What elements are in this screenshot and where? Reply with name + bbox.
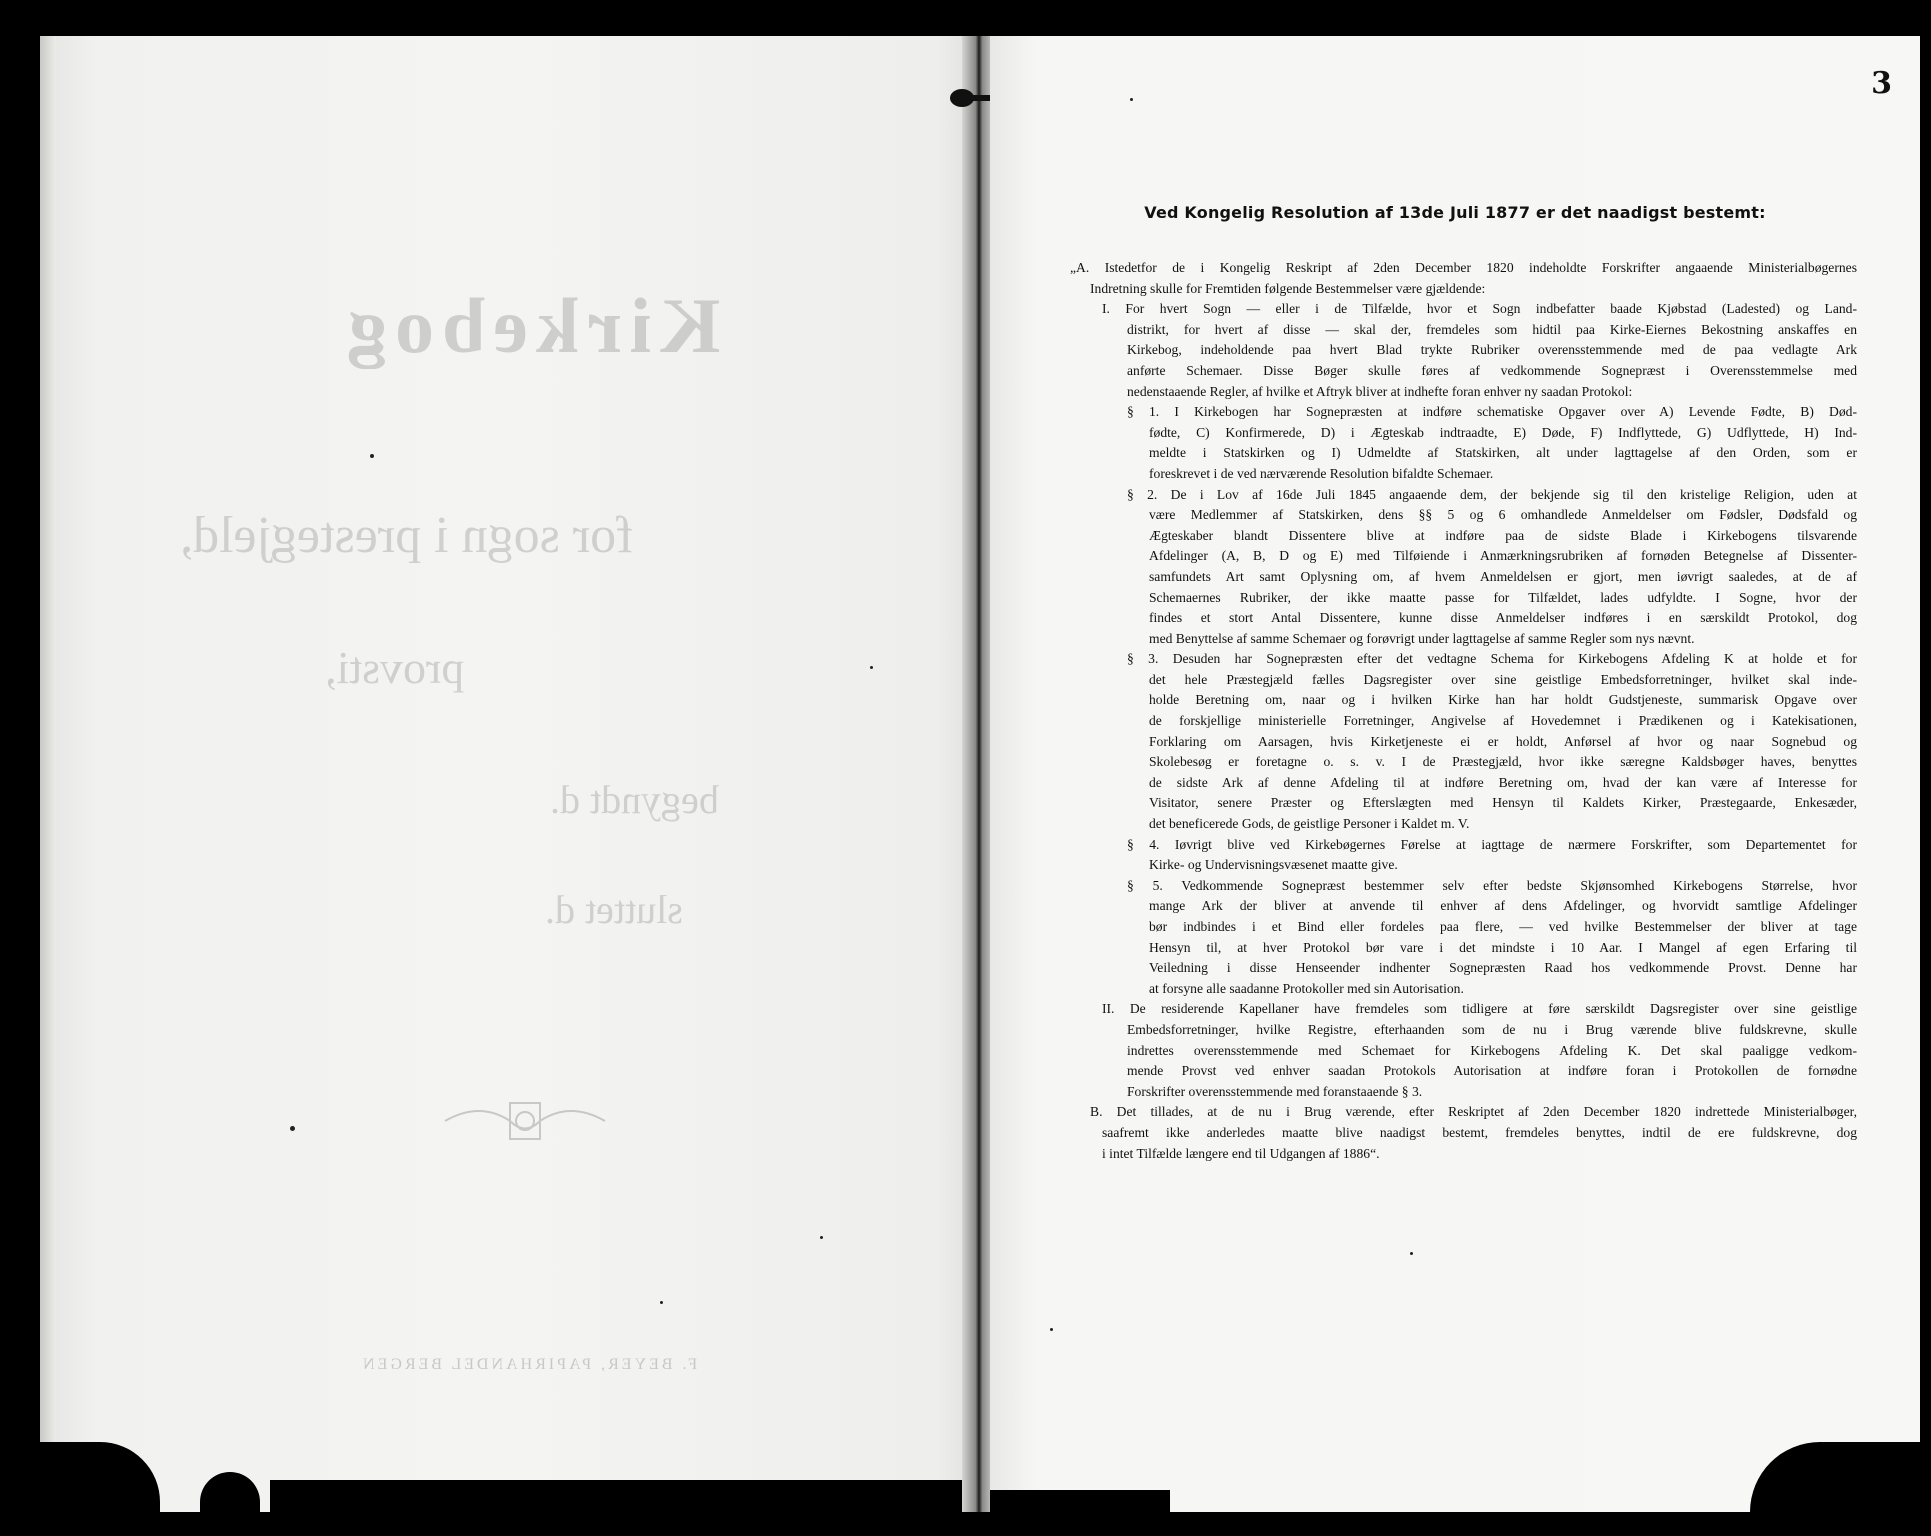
text-line: Visitator, senere Præster og Efterslægten med Hensyn til Kaldets Kirker, Præstegaarde, Enkesæder, xyxy=(1149,795,1857,811)
torn-edge xyxy=(990,1490,1170,1512)
text-line: Kirkebog, indeholdende paa hvert Blad trykte Rubriker overensstemmende med de paa vedlagte Ark xyxy=(1127,342,1857,358)
text-line: findes et stort Antal Dissentere, kunne disse Anmeldelser indføres i en særskildt Protokol, dog xyxy=(1149,610,1857,626)
text-line: § 5. Vedkommende Sognepræst bestemmer selv efter bedste Skjønsomhed Kirkebogens Størrelse, hvor xyxy=(1127,877,1857,893)
text-line: det beneficerede Gods, de geistlige Personer i Kaldet m. V. xyxy=(1149,816,1470,832)
text-line: de sidste Ark af denne Afdeling til at indføre Beretning om, hvad der kan være af Interesse for xyxy=(1149,774,1857,790)
text-line: Kirke- og Undervisningsvæsenet maatte give. xyxy=(1149,857,1398,873)
text-line: i intet Tilfælde længere end til Udgangen af 1886“. xyxy=(1102,1145,1380,1161)
text-line: I. For hvert Sogn — eller i de Tilfælde, hvor et Sogn indbefatter baade Kjøbstad (Ladested) og Land- xyxy=(1102,301,1857,317)
text-line: bør indbindes i et Bind eller fordeles paa flere, — ved hvilke Bestemmelser der bliver at tage xyxy=(1149,919,1857,934)
torn-edge xyxy=(270,1480,975,1512)
speck xyxy=(870,666,873,669)
text-line: Ægteskaber blandt Dissentere blive at indføre paa de sidste Blade i Kirkebogens tilsvarende xyxy=(1149,527,1857,543)
ghost-line-deanery: provsti, xyxy=(325,642,465,693)
text-line: § 4. Iøvrigt blive ved Kirkebøgernes Førelse at iagttage de nærmere Forskrifter, som Departementet for xyxy=(1127,836,1857,852)
text-line: Veiledning i disse Henseender indhenter Sognepræsten Raad hos vedkommende Provst. Denne har xyxy=(1149,960,1857,976)
speck xyxy=(1050,1328,1053,1331)
ghost-printer-imprint: F. BEYER, PAPIRHANDEL BERGEN xyxy=(360,1356,698,1373)
text-line: B. Det tillades, at de nu i Brug værende, efter Reskriptet af 2den December 1820 indrettede Ministerialbøger, xyxy=(1090,1104,1857,1120)
text-line: fødte, C) Konfirmerede, D) i Ægteskab indtraadte, E) Døde, F) Indflyttede, G) Udflyttede, H) Ind- xyxy=(1149,424,1857,440)
text-line: være Medlemmer af Statskirken, dens §§ 5 og 6 omhandlede Anmeldelser om Fødsler, Dødsfald og xyxy=(1149,507,1857,523)
speck xyxy=(660,1301,663,1304)
left-page-edge xyxy=(40,36,56,1512)
text-line: Schemaernes Rubriker, der ikke maatte passe for Tilfældet, lades udfyldte. I Sogne, hvor der xyxy=(1149,589,1857,605)
text-line: saafremt ikke anderledes maatte blive naadigst bestemt, fremdeles benyttes, indtil de ere fuldskrevne, dog xyxy=(1102,1124,1857,1140)
speck xyxy=(820,1236,823,1239)
text-line: § 3. Desuden har Sognepræsten efter det vedtagne Schema for Kirkebogens Afdeling K at holde et for xyxy=(1127,651,1857,667)
text-line: mende Provst ved enhver saadan Protokols Autorisation at indføre foran i Protokollen de fornødne xyxy=(1127,1063,1857,1079)
speck xyxy=(1130,98,1133,101)
torn-edge xyxy=(40,1442,160,1512)
text-line: de forskjellige ministerielle Forretninger, Angivelse af Hovedemnet i Prædikenen og i Katekisationen, xyxy=(1149,713,1857,729)
text-line: Forskrifter overensstemmende med foranstaaende § 3. xyxy=(1127,1083,1423,1099)
ghost-title-text: Kirkebog xyxy=(340,282,721,369)
text-line: foreskrevet i de ved nærværende Resolution bifaldte Schemaer. xyxy=(1149,465,1494,481)
text-line: at forsyne alle saadanne Protokoller med sin Autorisation. xyxy=(1149,980,1464,996)
left-page xyxy=(40,36,975,1512)
torn-edge xyxy=(200,1472,260,1512)
text-line: holde Beretning om, naar og i hvilken Kirke han har holdt Gudstjeneste, summarisk Opgave over xyxy=(1149,692,1857,708)
text-line: distrikt, for hvert af disse — skal der, fremdeles som hidtil paa Kirke-Eiernes Bekostning anskaffes en xyxy=(1127,321,1857,337)
ghost-line-ended: sluttet d. xyxy=(545,887,683,932)
resolution-heading: Ved Kongelig Resolution af 13de Juli 1877 er det naadigst bestemt: xyxy=(1144,203,1766,222)
text-line: Indretning skulle for Fremtiden følgende Bestemmelser være gjældende: xyxy=(1090,280,1486,296)
text-line: § 2. De i Lov af 16de Juli 1845 angaaende dem, der bekjende sig til den kristelige Religion, uden at xyxy=(1127,486,1857,502)
text-line: Embedsforretninger, hvilke Registre, efterhaanden som de nu i Brug værende blive fuldskrevne, skulle xyxy=(1127,1021,1857,1037)
text-line: mange Ark der bliver at anvende til enhver af dens Afdelinger, og hvorvidt samtlige Afdelinger xyxy=(1149,898,1857,914)
text-line: med Benyttelse af samme Schemaer og forøvrigt under lagttagelse af samme Regler som nys nævnt. xyxy=(1149,630,1695,646)
text-line: anførte Schemaer. Disse Bøger skulle føres af vedkommende Sognepræst i Overensstemmelse med xyxy=(1127,362,1857,378)
text-line: Skolebesøg er foretagne o. s. v. I de Præstegjæld, hvor ikke særegne Kaldsbøger haves, benyttes xyxy=(1149,754,1857,770)
ghost-ornament-icon xyxy=(440,1091,610,1151)
speck xyxy=(290,1126,295,1131)
speck xyxy=(1410,1252,1413,1255)
ghost-line-parish: for sogn i prestegjeld, xyxy=(180,507,634,564)
text-line: nedenstaaende Regler, af hvilke et Aftryk bliver at indhefte foran enhver ny saadan Protokol: xyxy=(1127,383,1633,399)
resolution-body xyxy=(1070,258,1857,1164)
text-line: Hensyn til, at hver Protokol bør vare i det mindste i 10 Aar. I Mangel af egen Erfaring til xyxy=(1149,939,1857,955)
page-number: 3 xyxy=(1871,66,1892,101)
text-line: Forklaring om Aarsagen, hvis Kirketjeneste ei er holdt, Anførsel af hvor og naar Sognebud og xyxy=(1149,733,1857,749)
right-page xyxy=(990,36,1920,1512)
text-line: „A. Istedetfor de i Kongelig Reskript af 2den December 1820 indeholdte Forskrifter angaaende Ministerialbøgernes xyxy=(1070,260,1857,275)
text-line: II. De residerende Kapellaner have fremdeles som tidligere at føre særskildt Dagsregister over sine geistlige xyxy=(1102,1001,1857,1017)
text-line: meldte i Statskirken og I) Udmeldte af Statskirken, alt under lagttagelse af den Orden, som er xyxy=(1149,445,1857,461)
text-line: samfundets Art samt Oplysning om, af hvem Anmeldelsen er gjort, men iøvrigt saaledes, at de af xyxy=(1149,568,1857,584)
text-line: Afdelinger (A, B, D og E) med Tilføiende i Anmærkningsrubriken af fornøden Betegnelse af Dissenter- xyxy=(1149,548,1857,564)
torn-edge xyxy=(1750,1442,1920,1512)
text-line: det hele Præstegjæld fælles Dagsregister over sine geistlige Embedsforretninger, hvilket skal inde- xyxy=(1149,671,1857,687)
ghost-line-begun: begyndt d. xyxy=(550,777,719,822)
text-line: § 1. I Kirkebogen har Sognepræsten at indføre schematiske Opgaver over A) Levende Fødte, B) Død- xyxy=(1127,404,1857,420)
text-line: indrettes overensstemmende med Schemaet for Kirkebogens Afdeling K. Det skal paaligge vedkom- xyxy=(1127,1042,1857,1058)
speck xyxy=(370,454,374,458)
